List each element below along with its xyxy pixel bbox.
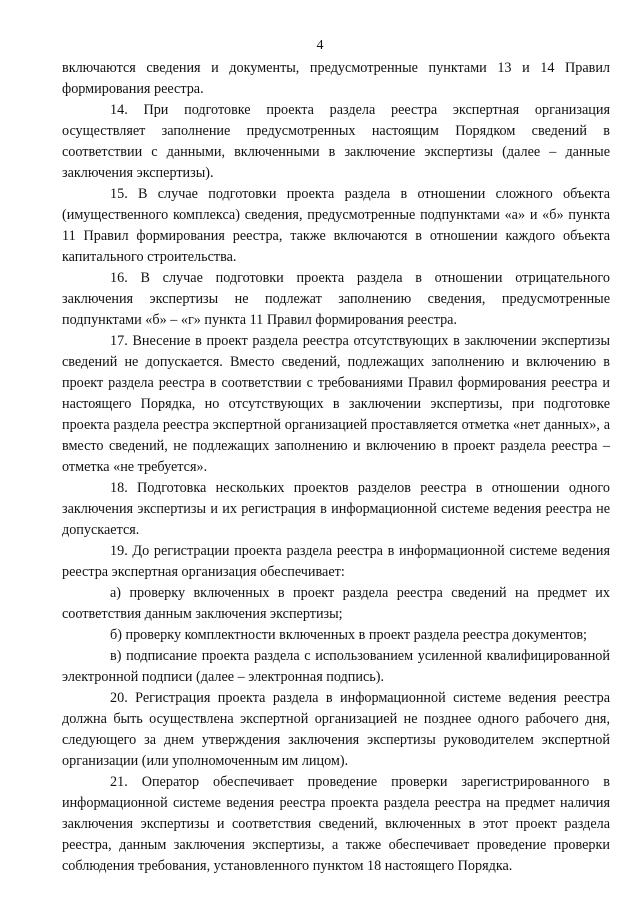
paragraph-19-v: в) подписание проекта раздела с использованием усиленной квалифицированной электронной подписи (далее – электронная подпись).	[62, 648, 610, 685]
paragraph-19-a: а) проверку включенных в проект раздела реестра сведений на предмет их соответствия данным заключения экспертизы;	[62, 585, 610, 622]
paragraph-19: 19. До регистрации проекта раздела реестра в информационной системе ведения реестра экспертная организация обеспечивает:	[62, 543, 610, 580]
paragraph-19-b: б) проверку комплектности включенных в проект раздела реестра документов;	[110, 627, 587, 643]
paragraph-14: 14. При подготовке проекта раздела реестра экспертная организация осуществляет заполнение предусмотренных настоящим Порядком сведений в соответствии с данными, включенными в заключение экспертизы (далее – данные заключения экспертизы).	[62, 102, 610, 181]
paragraph-21: 21. Оператор обеспечивает проведение проверки зарегистрированного в информационной системе ведения реестра проекта раздела реестра на предмет наличия заключения экспертизы и соответствия сведений, включенных в этот проект раздела реестра, данным заключения экспертизы, а также обеспечивает проведение проверки соблюдения требования, установленного пунктом 18 настоящего Порядка.	[62, 774, 610, 874]
paragraph-17: 17. Внесение в проект раздела реестра отсутствующих в заключении экспертизы сведений не допускается. Вместо сведений, подлежащих заполнению и включению в проект раздела реестра в соответствии с требованиями Правил формирования реестра и настоящего Порядка, но отсутствующих в заключении экспертизы, при подготовке проекта раздела реестра экспертной организацией проставляется отметка «нет данных», а вместо сведений, не подлежащих заполнению и включению в проект раздела реестра – отметка «не требуется».	[62, 333, 610, 475]
page-number: 4	[316, 38, 324, 53]
paragraph-15: 15. В случае подготовки проекта раздела в отношении сложного объекта (имущественного комплекса) сведения, предусмотренные подпунктами «а» и «б» пункта 11 Правил формирования реестра, также включаются в отношении каждого объекта капитального строительства.	[62, 186, 610, 265]
document-body	[62, 58, 610, 877]
paragraph-18: 18. Подготовка нескольких проектов разделов реестра в отношении одного заключения экспертизы и их регистрация в информационной системе ведения реестра не допускается.	[62, 480, 610, 538]
paragraph-20: 20. Регистрация проекта раздела в информационной системе ведения реестра должна быть осуществлена экспертной организацией не позднее одного рабочего дня, следующего за днем утверждения заключения экспертизы руководителем экспертной организации (или уполномоченным им лицом).	[62, 690, 610, 769]
paragraph-16: 16. В случае подготовки проекта раздела в отношении отрицательного заключения экспертизы не подлежат заполнению сведения, предусмотренные подпунктами «б» – «г» пункта 11 Правил формирования реестра.	[62, 270, 610, 328]
paragraph-continuation: включаются сведения и документы, предусмотренные пунктами 13 и 14 Правил формирования реестра.	[62, 60, 610, 97]
